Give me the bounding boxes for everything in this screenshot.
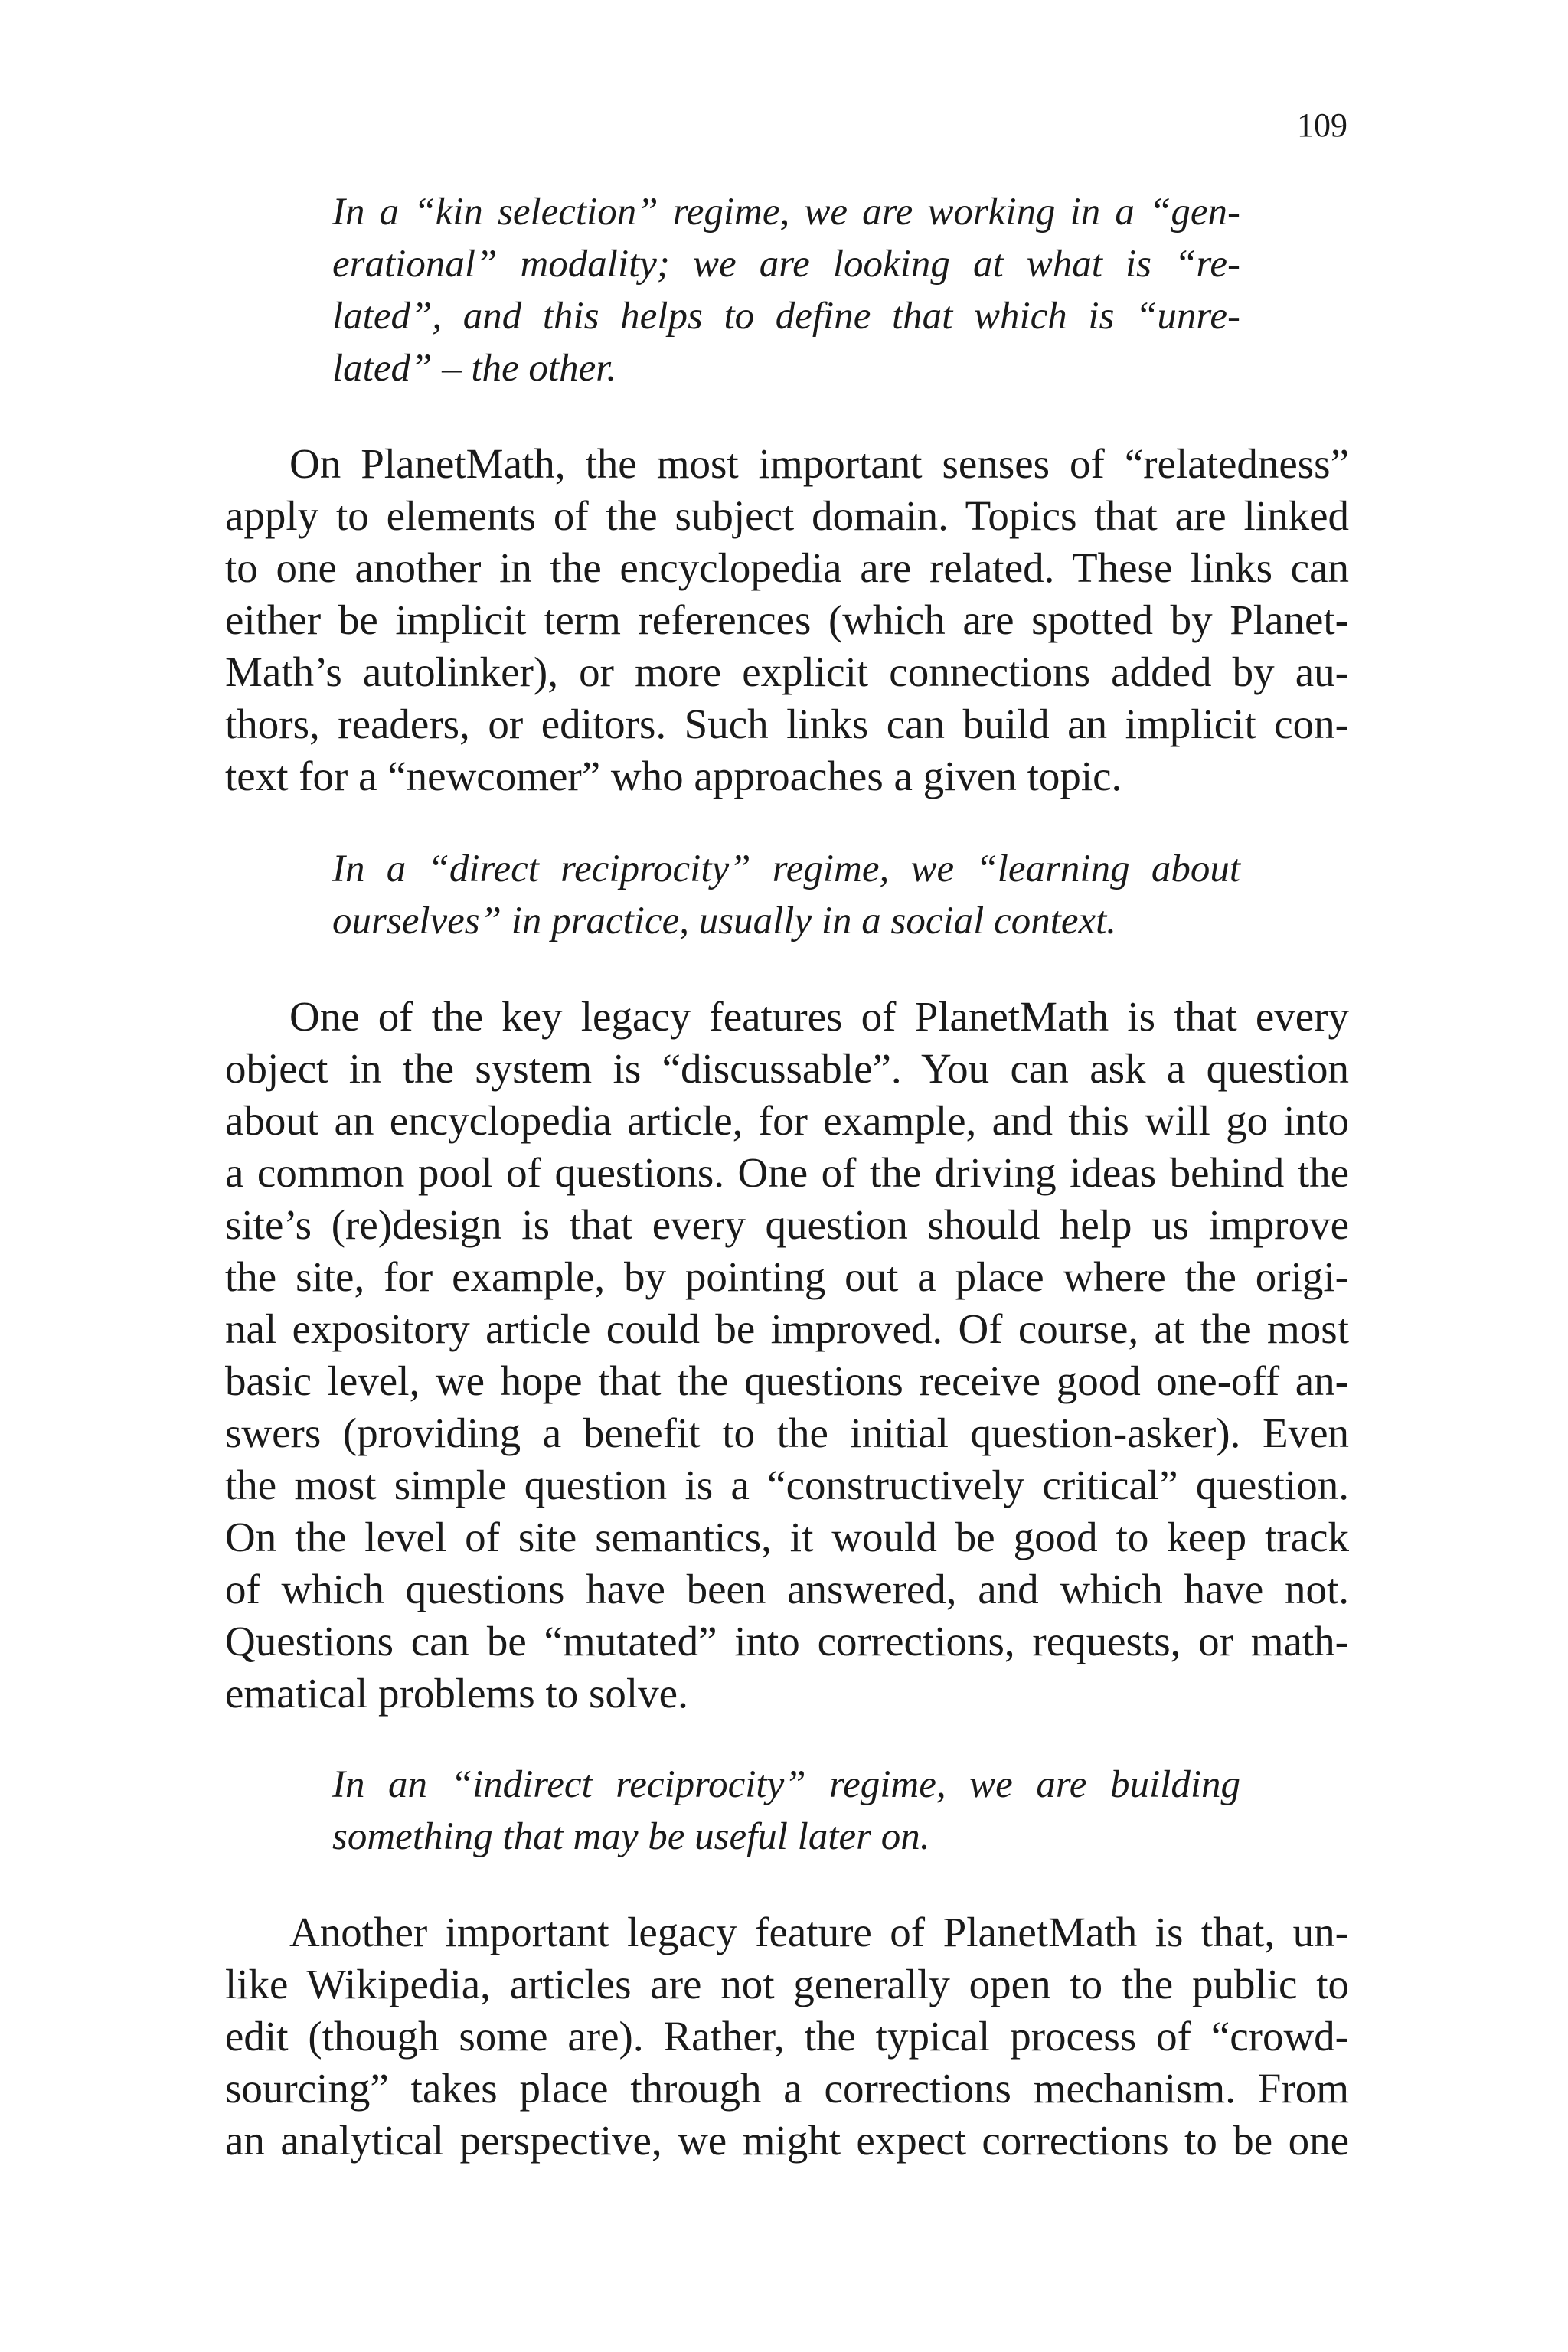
paragraph-line: about an encyclopedia article, for example, and this will go into: [225, 1097, 1349, 1144]
quote-line: lated” – the other.: [332, 347, 617, 390]
paragraph-line: One of the key legacy features of PlanetMath is that every: [289, 993, 1349, 1040]
paragraph-line: thors, readers, or editors. Such links can build an implicit con-: [225, 701, 1349, 747]
paragraph-line: ematical problems to solve.: [225, 1670, 688, 1717]
paragraph-line: a common pool of questions. One of the driving ideas behind the: [225, 1149, 1349, 1196]
quote-line: In an “indirect reciprocity” regime, we are building: [332, 1763, 1240, 1806]
page-number: 109: [1297, 106, 1348, 144]
paragraph-line: either be implicit term references (which are spotted by Planet-: [225, 596, 1349, 643]
paragraph-line: the most simple question is a “constructively critical” question.: [225, 1462, 1349, 1508]
paragraph-line: sourcing” takes place through a corrections mechanism. From: [225, 2065, 1349, 2112]
paragraph-line: Another important legacy feature of PlanetMath is that, un-: [289, 1909, 1349, 1955]
paragraph-line: site’s (re)design is that every question should help us improve: [225, 1201, 1349, 1248]
paragraph-line: Math’s autolinker), or more explicit connections added by au-: [225, 648, 1349, 695]
quote-line: In a “kin selection” regime, we are working in a “gen-: [332, 191, 1240, 234]
quote-line: lated”, and this helps to define that which is “unre-: [332, 295, 1240, 338]
paragraph-line: of which questions have been answered, and which have not.: [225, 1566, 1349, 1612]
paragraph-line: basic level, we hope that the questions receive good one-off an-: [225, 1357, 1349, 1404]
paragraph-line: to one another in the encyclopedia are related. These links can: [225, 544, 1349, 591]
paragraph-line: Questions can be “mutated” into corrections, requests, or math-: [225, 1618, 1349, 1664]
paragraph-line: On the level of site semantics, it would be good to keep track: [225, 1514, 1349, 1560]
paragraph-line: like Wikipedia, articles are not generally open to the public to: [225, 1961, 1349, 2007]
quote-line: erational” modality; we are looking at what is “re-: [332, 243, 1240, 286]
paragraph-line: object in the system is “discussable”. You can ask a question: [225, 1045, 1349, 1092]
paragraph-line: the site, for example, by pointing out a place where the origi-: [225, 1253, 1349, 1300]
paragraph-line: apply to elements of the subject domain. Topics that are linked: [225, 492, 1349, 539]
paragraph-line: On PlanetMath, the most important senses of “relatedness”: [289, 440, 1349, 487]
paragraph-line: an analytical perspective, we might expect corrections to be one: [225, 2117, 1349, 2164]
quote-line: In a “direct reciprocity” regime, we “learning about: [332, 848, 1240, 890]
quote-line: ourselves” in practice, usually in a social context.: [332, 900, 1117, 942]
paragraph-line: edit (though some are). Rather, the typical process of “crowd-: [225, 2013, 1349, 2060]
paragraph-line: text for a “newcomer” who approaches a given topic.: [225, 753, 1122, 799]
quote-line: something that may be useful later on.: [332, 1815, 930, 1858]
paragraph-line: nal expository article could be improved. Of course, at the most: [225, 1305, 1349, 1352]
paragraph-line: swers (providing a benefit to the initial question-asker). Even: [225, 1410, 1349, 1456]
